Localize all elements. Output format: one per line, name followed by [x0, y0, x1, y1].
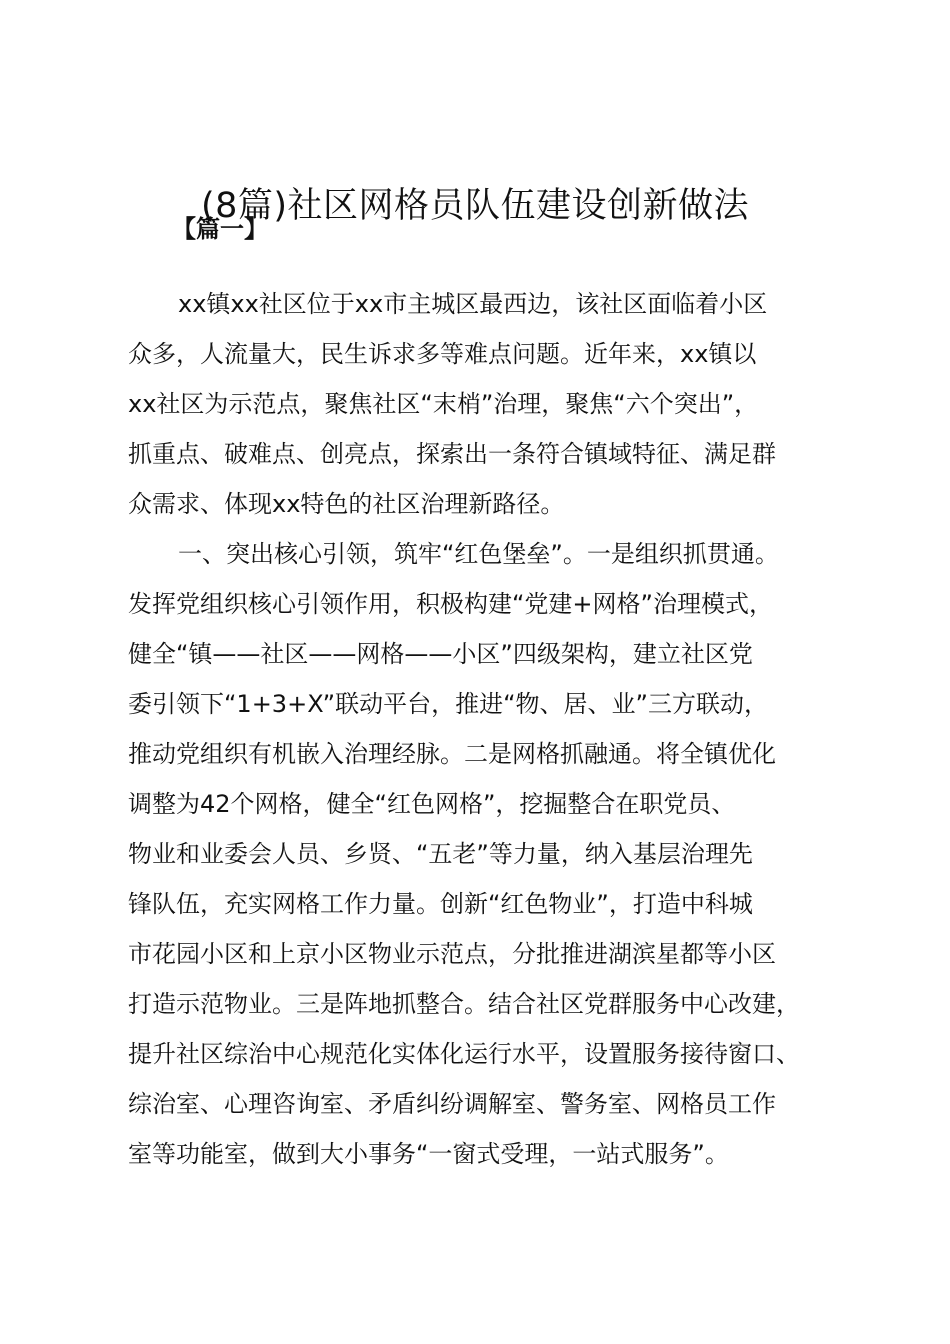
paragraph-line: xx镇xx社区位于xx市主城区最西边，该社区面临着小区: [178, 290, 768, 318]
paragraph-line: 物业和业委会人员、乡贤、“五老”等力量，纳入基层治理先: [128, 840, 753, 868]
paragraph-line: 推动党组织有机嵌入治理经脉。二是网格抓融通。将全镇优化: [128, 740, 776, 768]
paragraph-line: 打造示范物业。三是阵地抓整合。结合社区党群服务中心改建，: [128, 990, 800, 1018]
paragraph-line: 发挥党组织核心引领作用，积极构建“党建+网格”治理模式，: [128, 590, 773, 618]
document-title: (8篇)社区网格员队伍建设创新做法: [200, 186, 750, 226]
paragraph-line: 抓重点、破难点、创亮点，探索出一条符合镇域特征、满足群: [128, 440, 776, 468]
paragraph-line: 委引领下“1+3+X”联动平台，推进“物、居、业”三方联动，: [128, 690, 768, 718]
section-heading: 【篇一】: [172, 215, 268, 243]
paragraph-line: 众需求、体现xx特色的社区治理新路径。: [128, 490, 565, 518]
paragraph-line: 提升社区综治中心规范化实体化运行水平，设置服务接待窗口、: [128, 1040, 800, 1068]
paragraph-line: 一、突出核心引领，筑牢“红色堡垒”。一是组织抓贯通。: [178, 540, 779, 568]
paragraph-line: 众多，人流量大，民生诉求多等难点问题。近年来，xx镇以: [128, 340, 757, 368]
paragraph-line: 市花园小区和上京小区物业示范点，分批推进湖滨星都等小区: [128, 940, 776, 968]
paragraph-line: 调整为42个网格，健全“红色网格”，挖掘整合在职党员、: [128, 790, 736, 818]
paragraph-line: xx社区为示范点，聚焦社区“末梢”治理，聚焦“六个突出”，: [128, 390, 759, 418]
paragraph-line: 健全“镇——社区——网格——小区”四级架构，建立社区党: [128, 640, 753, 668]
paragraph-line: 锋队伍，充实网格工作力量。创新“红色物业”，打造中科城: [128, 890, 753, 918]
paragraph-line: 综治室、心理咨询室、矛盾纠纷调解室、警务室、网格员工作: [128, 1090, 776, 1118]
paragraph-line: 室等功能室，做到大小事务“一窗式受理，一站式服务”。: [128, 1140, 729, 1168]
